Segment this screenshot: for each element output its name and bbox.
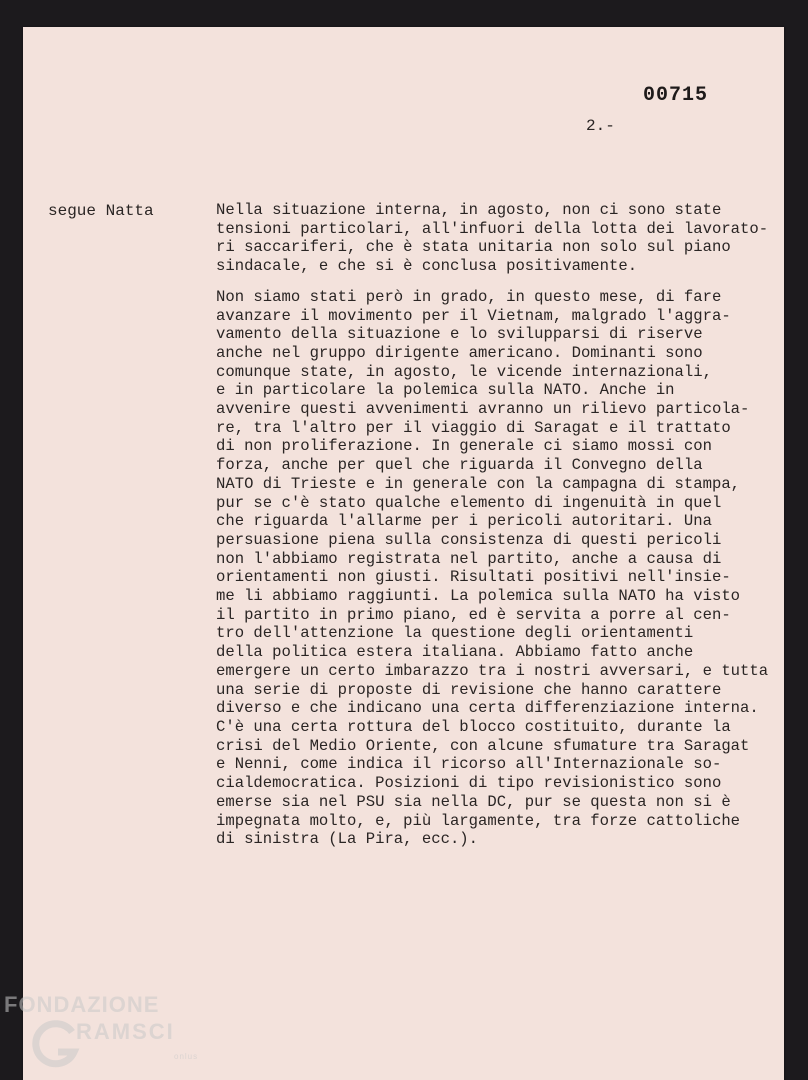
- text-line: emergere un certo imbarazzo tra i nostri avversari, e tutta: [216, 661, 769, 680]
- text-line: comunque state, in agosto, le vicende internazionali,: [216, 362, 712, 381]
- text-line: anche nel gruppo dirigente americano. Dominanti sono: [216, 343, 703, 362]
- text-line: di non proliferazione. In generale ci siamo mossi con: [216, 437, 712, 456]
- text-line: C'è una certa rottura del blocco costituito, durante la: [216, 717, 731, 736]
- speaker-label: segue Natta: [48, 202, 154, 220]
- paragraph: [216, 288, 776, 849]
- text-line: della politica estera italiana. Abbiamo fatto anche: [216, 643, 694, 662]
- paragraph: [216, 201, 776, 276]
- text-line: il partito in primo piano, ed è servita a porre al cen-: [216, 605, 731, 624]
- text-line: orientamenti non giusti. Risultati positivi nell'insie-: [216, 568, 731, 587]
- text-line: avvenire questi avvenimenti avranno un rilievo particola-: [216, 400, 750, 419]
- text-line: forza, anche per quel che riguarda il Convegno della: [216, 456, 703, 475]
- text-line: che riguarda l'allarme per i pericoli autoritari. Una: [216, 512, 712, 531]
- text-line: pur se c'è stato qualche elemento di ingenuità in quel: [216, 493, 722, 512]
- text-line: me li abbiamo raggiunti. La polemica sulla NATO ha visto: [216, 587, 741, 606]
- text-line: avanzare il movimento per il Vietnam, malgrado l'aggra-: [216, 306, 731, 325]
- text-line: e in particolare la polemica sulla NATO. Anche in: [216, 381, 675, 400]
- text-line: vamento della situazione e lo svilupparsi di riserve: [216, 325, 703, 344]
- text-line: una serie di proposte di revisione che hanno carattere: [216, 680, 722, 699]
- text-line: cialdemocratica. Posizioni di tipo revisionistico sono: [216, 774, 722, 793]
- gramsci-g-logo-icon: [32, 1018, 80, 1068]
- watermark-line-1: FONDAZIONE: [4, 992, 160, 1017]
- watermark-line-2: RAMSCI: [76, 1019, 175, 1044]
- text-line: tensioni particolari, all'infuori della lotta dei lavorato-: [216, 219, 769, 238]
- watermark-line-3: onlus: [174, 1052, 199, 1061]
- text-line: Non siamo stati però in grado, in questo mese, di fare: [216, 287, 722, 306]
- document-number: 00715: [643, 84, 709, 107]
- text-line: e Nenni, come indica il ricorso all'Internazionale so-: [216, 755, 722, 774]
- text-line: non l'abbiamo registrata nel partito, anche a causa di: [216, 549, 722, 568]
- text-line: impegnata molto, e, più largamente, tra forze cattoliche: [216, 811, 741, 830]
- body-text: [216, 201, 776, 849]
- text-line: tro dell'attenzione la questione degli orientamenti: [216, 624, 694, 643]
- text-line: di sinistra (La Pira, ecc.).: [216, 830, 479, 849]
- text-line: sindacale, e che si è conclusa positivamente.: [216, 257, 638, 276]
- text-line: Nella situazione interna, in agosto, non ci sono state: [216, 201, 722, 219]
- text-line: re, tra l'altro per il viaggio di Saragat e il trattato: [216, 418, 731, 437]
- text-line: crisi del Medio Oriente, con alcune sfumature tra Saragat: [216, 736, 750, 755]
- page-number: 2.-: [586, 117, 615, 135]
- text-line: diverso e che indicano una certa differenziazione interna.: [216, 699, 759, 718]
- text-line: persuasione piena sulla consistenza di questi pericoli: [216, 530, 722, 549]
- text-line: ri saccariferi, che è stata unitaria non solo sul piano: [216, 238, 731, 257]
- text-line: NATO di Trieste e in generale con la campagna di stampa,: [216, 474, 741, 493]
- text-line: emerse sia nel PSU sia nella DC, pur se questa non si è: [216, 792, 731, 811]
- fondazione-gramsci-watermark: [4, 992, 204, 1072]
